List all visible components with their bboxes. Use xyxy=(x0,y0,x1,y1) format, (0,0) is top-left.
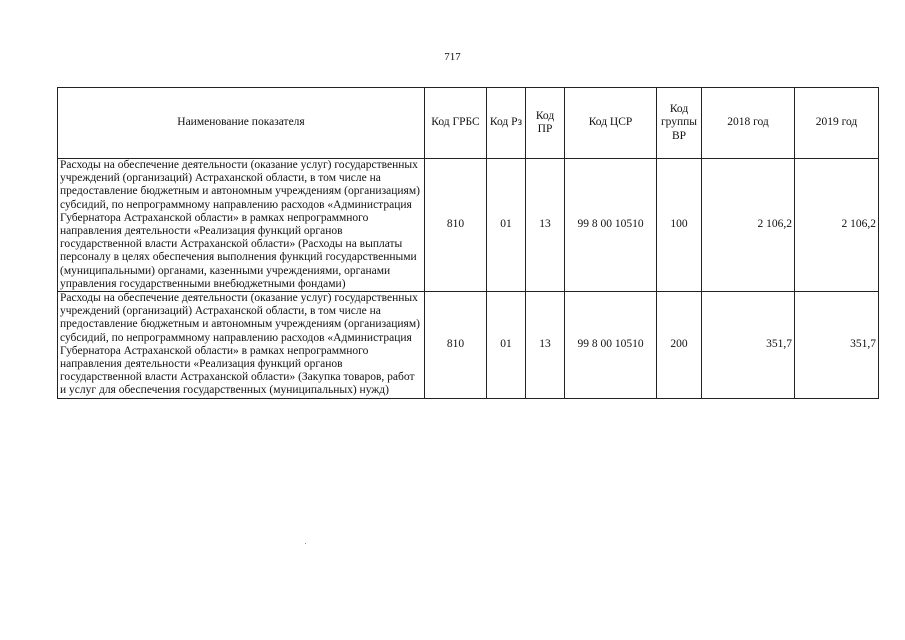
cell-rz: 01 xyxy=(487,159,526,292)
cell-pr: 13 xyxy=(526,292,565,399)
page-number: 717 xyxy=(444,51,461,63)
header-pr: Код ПР xyxy=(526,88,565,159)
cell-vr: 200 xyxy=(657,292,702,399)
header-csr: Код ЦСР xyxy=(565,88,657,159)
header-rz: Код Рз xyxy=(487,88,526,159)
cell-grbs: 810 xyxy=(425,292,487,399)
cell-name: Расходы на обеспечение деятельности (оказание услуг) государственных учреждений (организаций) Астраханской области, в том числе на предоставление бюджетным и автономным учреждениям (организациям) субсидий, по непрограммному направлению расходов «Администрация Губернатора Астраханской области» в рамках непрограммного направления деятельности «Реализация функций органов государственной власти Астраханской области» (Закупка товаров, работ и услуг для обеспечения государственных (муниципальных) нужд) xyxy=(58,292,425,399)
header-2018: 2018 год xyxy=(702,88,795,159)
table-row xyxy=(58,159,879,292)
scan-speck xyxy=(305,543,306,544)
cell-name: Расходы на обеспечение деятельности (оказание услуг) государственных учреждений (организаций) Астраханской области, в том числе на предоставление бюджетным и автономным учреждениям (организациям) субсидий, по непрограммному направлению расходов «Администрация Губернатора Астраханской области» в рамках непрограммного направления деятельности «Реализация функций органов государственной власти Астраханской области» (Расходы на выплаты персоналу в целях обеспечения выполнения функций государственными (муниципальными) органами, казенными учреждениями, органами управления государственными внебюджетными фондами) xyxy=(58,159,425,292)
cell-2018: 2 106,2 xyxy=(702,159,795,292)
table-header-row xyxy=(58,88,879,159)
cell-pr: 13 xyxy=(526,159,565,292)
cell-2019: 2 106,2 xyxy=(795,159,879,292)
header-name: Наименование показателя xyxy=(58,88,425,159)
header-grbs: Код ГРБС xyxy=(425,88,487,159)
budget-table xyxy=(57,87,879,399)
cell-csr: 99 8 00 10510 xyxy=(565,292,657,399)
cell-vr: 100 xyxy=(657,159,702,292)
header-vr: Код группы ВР xyxy=(657,88,702,159)
cell-grbs: 810 xyxy=(425,159,487,292)
cell-2019: 351,7 xyxy=(795,292,879,399)
table-row xyxy=(58,292,879,399)
cell-2018: 351,7 xyxy=(702,292,795,399)
cell-rz: 01 xyxy=(487,292,526,399)
cell-csr: 99 8 00 10510 xyxy=(565,159,657,292)
header-2019: 2019 год xyxy=(795,88,879,159)
